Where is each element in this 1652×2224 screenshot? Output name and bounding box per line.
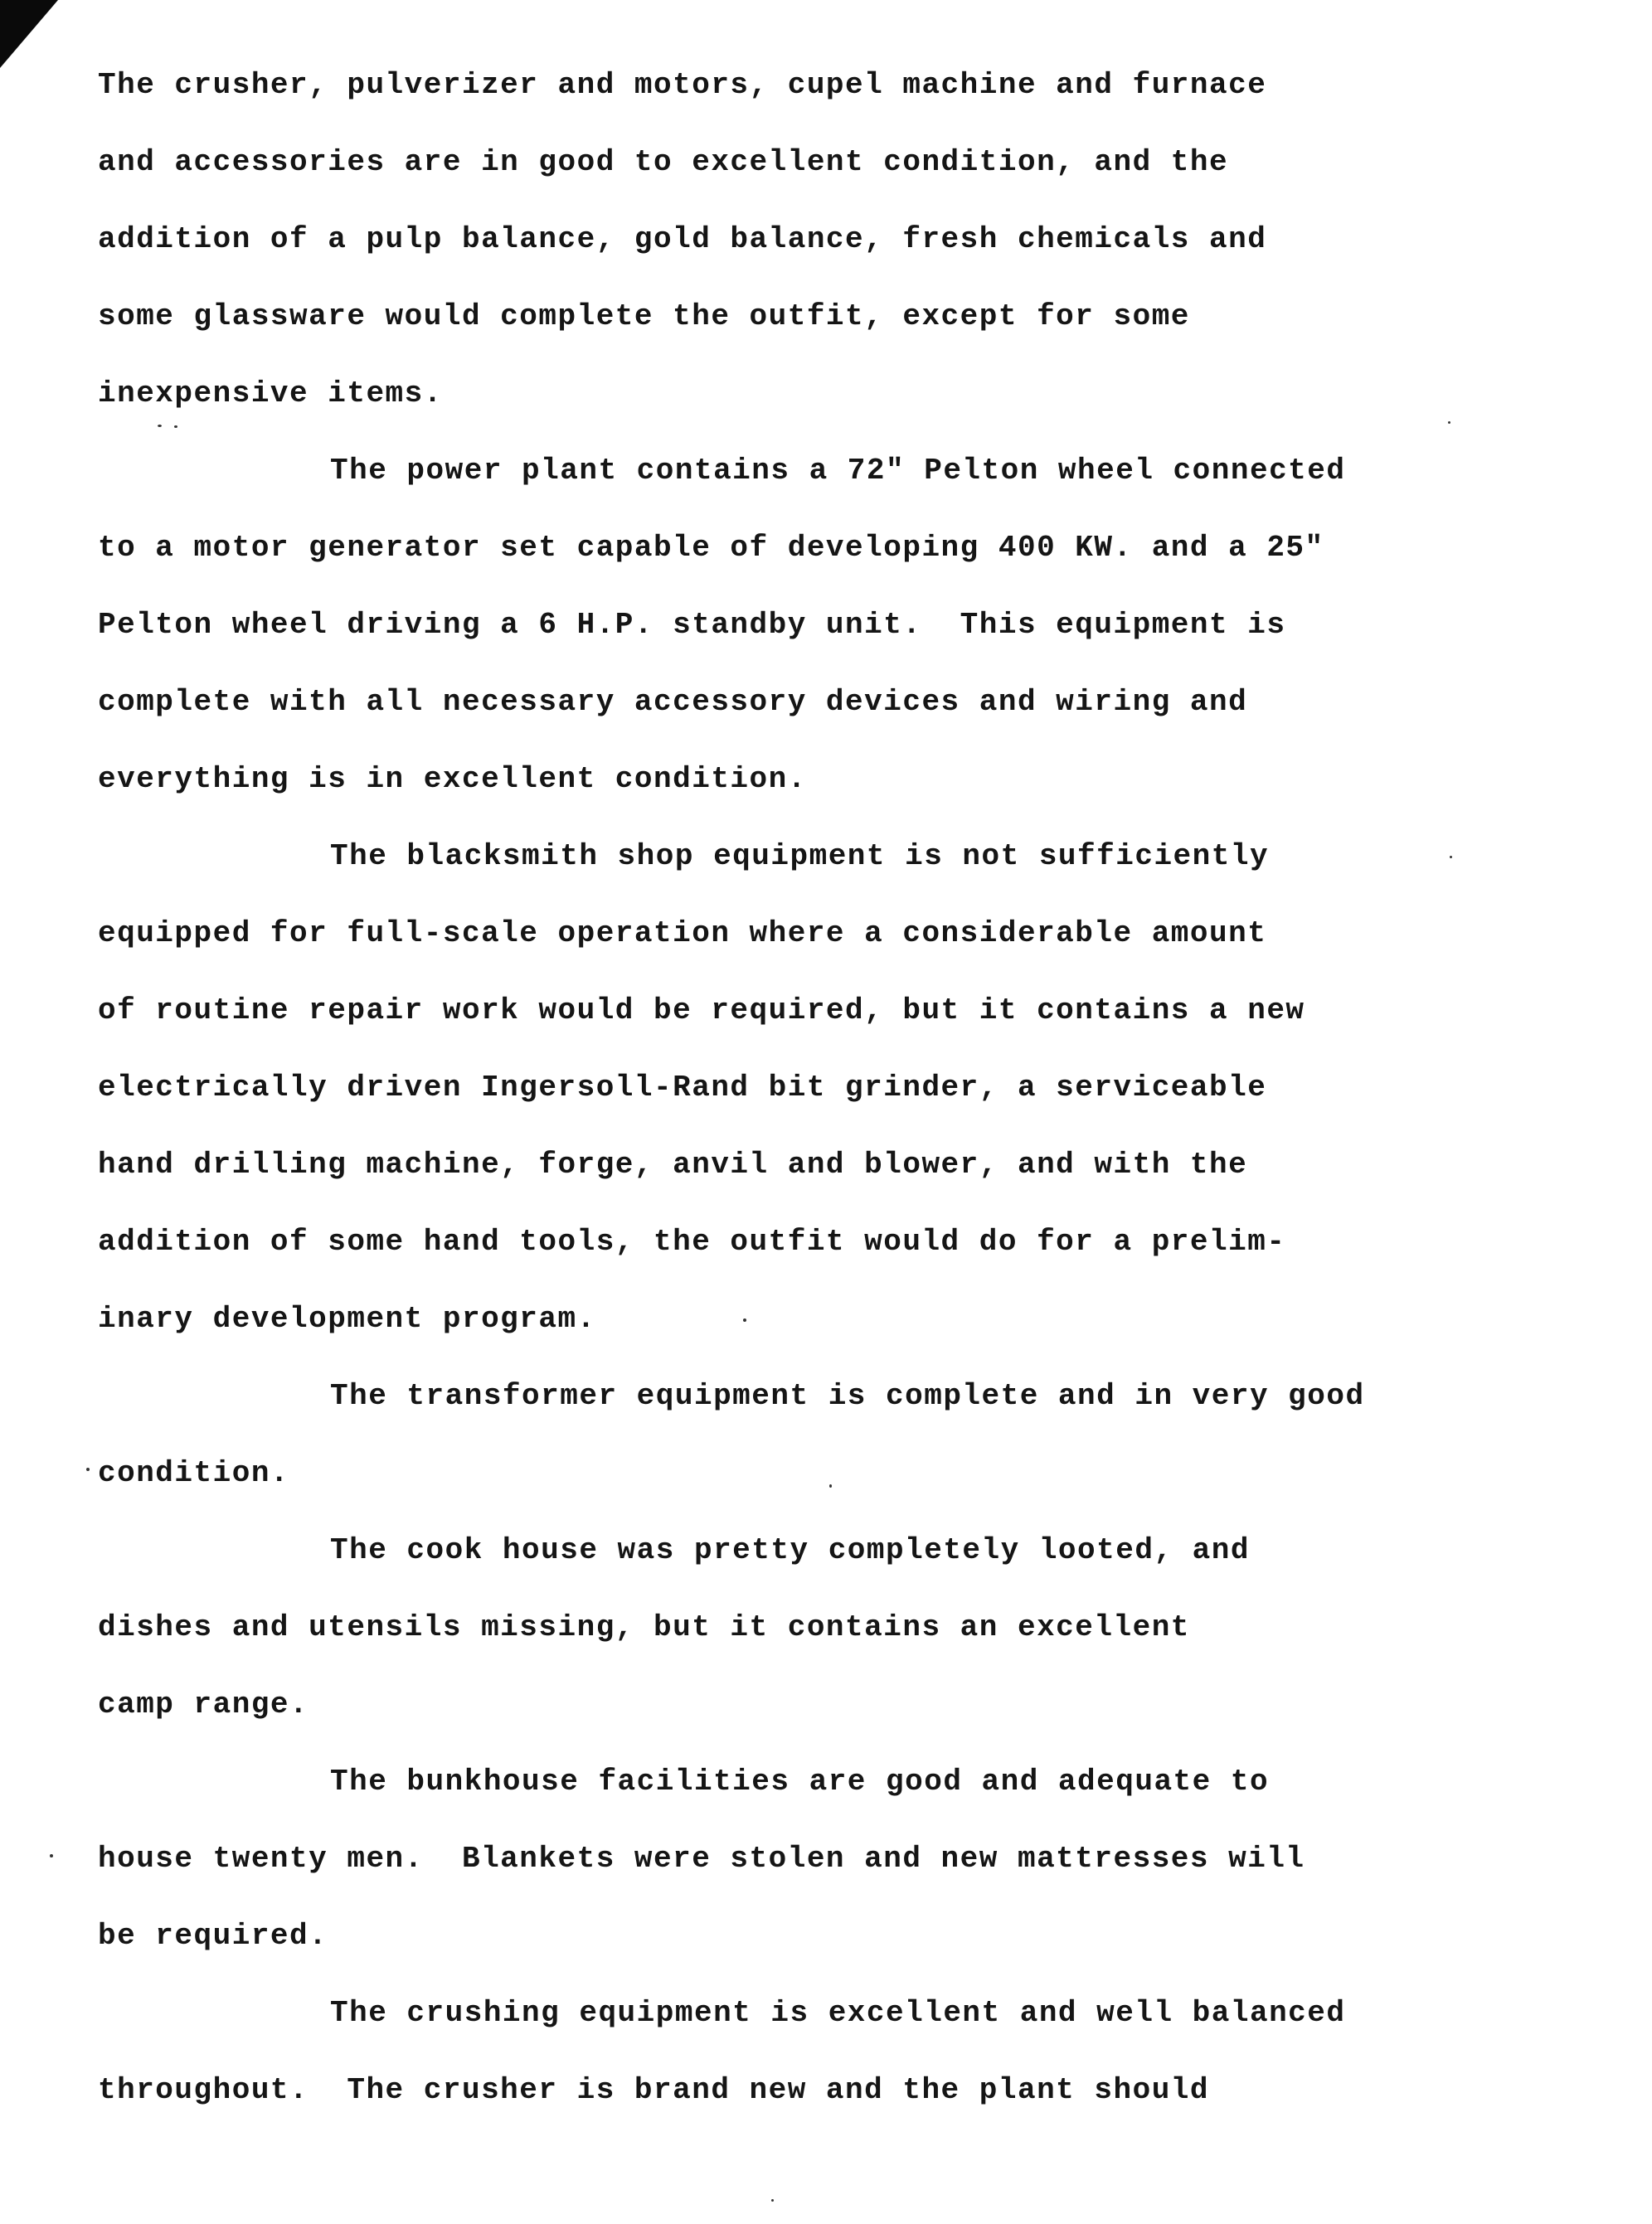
text-line: house twenty men. Blankets were stolen and new mattresses will — [98, 1842, 1305, 1876]
text-line: The transformer equipment is complete and in very good — [330, 1379, 1365, 1413]
text-line: to a motor generator set capable of developing 400 KW. and a 25" — [98, 531, 1324, 565]
paragraph-7 — [98, 1974, 1591, 2129]
scan-speck — [86, 1468, 90, 1471]
scan-speck — [771, 2199, 774, 2202]
paragraph-1 — [98, 46, 1591, 432]
scan-speck — [829, 1484, 832, 1488]
text-line: camp range. — [98, 1687, 309, 1721]
text-line: inary development program. — [98, 1302, 596, 1336]
text-line: everything is in excellent condition. — [98, 762, 807, 796]
text-line: electrically driven Ingersoll-Rand bit grinder, a serviceable — [98, 1071, 1267, 1105]
text-line: The cook house was pretty completely looted, and — [330, 1533, 1250, 1567]
text-line: dishes and utensils missing, but it contains an excellent — [98, 1610, 1190, 1644]
text-line: hand drilling machine, forge, anvil and blower, and with the — [98, 1148, 1248, 1182]
text-line: Pelton wheel driving a 6 H.P. standby unit. This equipment is — [98, 608, 1286, 642]
text-line: condition. — [98, 1456, 290, 1490]
text-line: complete with all necessary accessory devices and wiring and — [98, 685, 1248, 719]
text-line: be required. — [98, 1919, 328, 1953]
scan-speck — [743, 1318, 746, 1322]
paragraph-4 — [98, 1357, 1591, 1512]
scan-speck — [174, 425, 177, 428]
scan-speck — [50, 1854, 53, 1857]
paragraph-3 — [98, 818, 1591, 1357]
scan-speck — [1450, 856, 1452, 858]
text-line: inexpensive items. — [98, 376, 443, 410]
text-line: throughout. The crusher is brand new and the plant should — [98, 2073, 1210, 2107]
typed-text-body — [98, 46, 1591, 2129]
scan-corner-mark — [0, 0, 58, 68]
text-line: equipped for full-scale operation where a considerable amount — [98, 916, 1267, 950]
text-line: The crushing equipment is excellent and well balanced — [330, 1996, 1346, 2030]
paragraph-2 — [98, 432, 1591, 818]
text-line: addition of some hand tools, the outfit would do for a prelim- — [98, 1225, 1286, 1259]
text-line: The bunkhouse facilities are good and adequate to — [330, 1765, 1270, 1799]
paragraph-6 — [98, 1743, 1591, 1974]
text-line: of routine repair work would be required, but it contains a new — [98, 993, 1305, 1027]
text-line: addition of a pulp balance, gold balance, fresh chemicals and — [98, 222, 1267, 256]
text-line: The power plant contains a 72" Pelton wheel connected — [330, 454, 1346, 488]
paragraph-5 — [98, 1512, 1591, 1743]
scan-speck — [158, 425, 162, 427]
scan-speck — [1448, 421, 1450, 424]
text-line: some glassware would complete the outfit, except for some — [98, 299, 1190, 333]
text-line: The crusher, pulverizer and motors, cupel machine and furnace — [98, 68, 1267, 102]
text-line: The blacksmith shop equipment is not sufficiently — [330, 839, 1270, 873]
text-line: and accessories are in good to excellent condition, and the — [98, 145, 1229, 179]
